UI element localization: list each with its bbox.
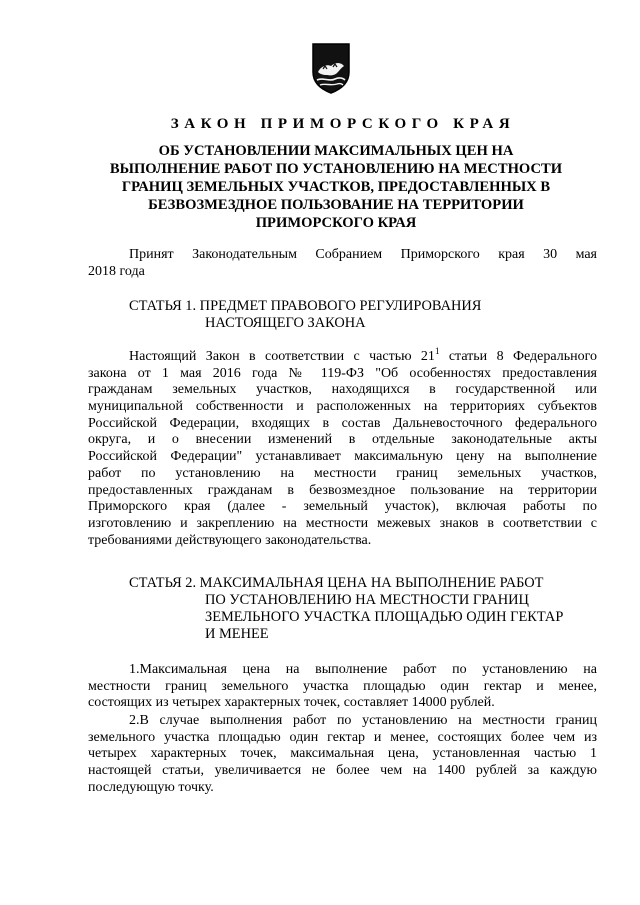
- adoption-line: Принят Законодательным Собранием Приморского края 30 мая: [129, 247, 597, 262]
- article1-first-line: [88, 346, 597, 366]
- article1-line: требованиями действующего законодательства.: [88, 532, 372, 548]
- article2-heading-line: СТАТЬЯ 2. МАКСИМАЛЬНАЯ ЦЕНА НА ВЫПОЛНЕНИЕ РАБОТ: [129, 575, 544, 591]
- article1-line: Российской Федерации" устанавливает максимальную цену на выполнение: [88, 449, 597, 465]
- article1-line: Приморского края (далее - земельный участок), включая работы по: [88, 499, 597, 515]
- article1-first-line-end: статьи 8 Федерального: [439, 349, 597, 364]
- point1-line: состоящих из четырех характерных точек, составляет 14000 рублей.: [88, 695, 495, 711]
- subtitle-line: ВЫПОЛНЕНИЕ РАБОТ ПО УСТАНОВЛЕНИЮ НА МЕСТНОСТИ: [109, 161, 563, 177]
- article1-superscript: 1: [434, 346, 440, 356]
- article1-heading-line: СТАТЬЯ 1. ПРЕДМЕТ ПРАВОВОГО РЕГУЛИРОВАНИЯ: [129, 298, 482, 314]
- point1-line: 1.Максимальная цена на выполнение работ по установлению на: [129, 662, 597, 677]
- law-subtitle: [88, 142, 584, 232]
- article1-line: гражданам земельных участков, находящихся в государственной или: [88, 382, 597, 398]
- subtitle-line: ПРИМОРСКОГО КРАЯ: [255, 215, 417, 231]
- article2-heading-line: ПО УСТАНОВЛЕНИЮ НА МЕСТНОСТИ ГРАНИЦ: [205, 592, 529, 608]
- article1-text: [88, 346, 597, 549]
- adoption-line: 2018 года: [88, 263, 145, 279]
- law-title: ЗАКОН ПРИМОРСКОГО КРАЯ: [170, 116, 516, 132]
- article1-line: предоставленных гражданам в безвозмездное пользование на территории: [88, 482, 597, 498]
- point2-line: последующую точку.: [88, 779, 214, 795]
- subtitle-line: ОБ УСТАНОВЛЕНИИ МАКСИМАЛЬНЫХ ЦЕН НА: [158, 143, 514, 159]
- article2-heading-line: ЗЕМЕЛЬНОГО УЧАСТКА ПЛОЩАДЬЮ ОДИН ГЕКТАР: [205, 609, 564, 625]
- article1-heading-line: НАСТОЯЩЕГО ЗАКОНА: [205, 315, 366, 331]
- article1-line: муниципальной собственности и расположенных на территориях субъектов: [88, 399, 597, 415]
- article2-point2: [88, 713, 597, 796]
- article2-heading: [129, 575, 563, 643]
- article1-first-line-start: Настоящий Закон в соответствии с частью 21: [129, 349, 435, 364]
- article1-line: Российской Федерации, входящих в состав Дальневосточного федерального: [88, 415, 597, 431]
- point2-line: настоящей статьи, увеличивается не более чем на 1400 рублей за каждую: [88, 763, 597, 779]
- article1-line: закона от 1 мая 2016 года № 119-ФЗ "Об особенностях предоставления: [88, 365, 597, 381]
- primorsky-krai-coat-of-arms-icon: [311, 42, 351, 94]
- article1-heading: [129, 298, 481, 332]
- point2-line: земельного участка площадью один гектар и менее, состоящих более чем из: [88, 729, 597, 745]
- point1-line: местности границ земельного участка площадью один гектар и менее,: [88, 678, 597, 694]
- point2-line: 2.В случае выполнения работ по установлению на местности границ: [129, 713, 597, 728]
- article1-line: работ по установлению на местности границ земельных участков,: [88, 465, 597, 481]
- subtitle-line: БЕЗВОЗМЕЗДНОЕ ПОЛЬЗОВАНИЕ НА ТЕРРИТОРИИ: [148, 197, 524, 213]
- article1-line: округа, и о внесении изменений в отдельные законодательные акты: [88, 432, 597, 448]
- subtitle-line: ГРАНИЦ ЗЕМЕЛЬНЫХ УЧАСТКОВ, ПРЕДОСТАВЛЕННЫХ В: [121, 179, 551, 195]
- article2-heading-line: И МЕНЕЕ: [205, 626, 269, 642]
- article2-point1: [88, 662, 597, 712]
- article1-line: изготовлению и закреплению на местности межевых знаков в соответствии с: [88, 515, 597, 531]
- point2-line: четырех характерных точек, максимальная цена, установленная частью 1: [88, 746, 597, 762]
- adoption-note: [88, 247, 597, 280]
